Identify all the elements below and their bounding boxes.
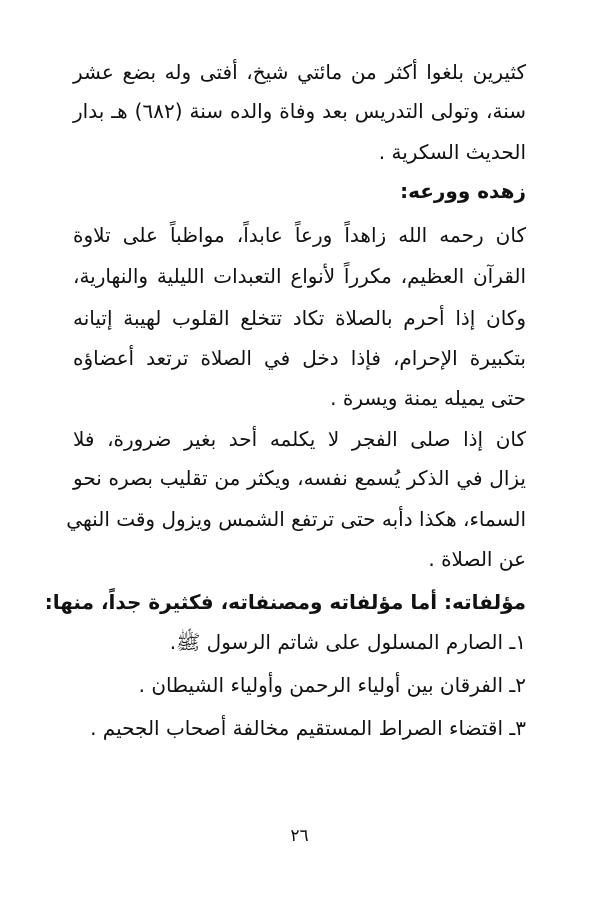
paragraph-1-line-2: سنة، وتولى التدريس بعد وفاة والده سنة (٦٨٢) هـ بدار <box>73 99 526 123</box>
zuhd-paragraph-1-line-1: كان رحمه الله زاهداً ورعاً عابداً، مواظباً على تلاوة <box>73 223 526 247</box>
zuhd-paragraph-2-line-1: كان إذا صلى الفجر لا يكلمه أحد بغير ضرورة، فلا <box>73 427 526 451</box>
works-item-3: ٣ـ اقتضاء الصراط المستقيم مخالفة أصحاب الجحيم . <box>90 716 526 740</box>
zuhd-paragraph-1-line-5: حتى يميله يمنة ويسرة . <box>330 386 526 410</box>
zuhd-paragraph-1-line-2: القرآن العظيم، مكرراً لأنواع التعبدات الليلية والنهارية، <box>73 264 526 288</box>
works-item-2: ٢ـ الفرقان بين أولياء الرحمن وأولياء الشيطان . <box>138 673 526 697</box>
zuhd-paragraph-1-line-3: وكان إذا أحرم بالصلاة تكاد تتخلع القلوب لهيبة إتيانه <box>73 306 526 330</box>
zuhd-paragraph-2-line-2: يزال في الذكر يُسمع نفسه، ويكثر من تقليب بصره نحو <box>73 466 526 490</box>
zuhd-paragraph-2-line-4: عن الصلاة . <box>428 547 526 571</box>
paragraph-1-line-1: كثيرين بلغوا أكثر من مائتي شيخ، أفتى وله بضع عشر <box>73 60 526 84</box>
page-number: ٢٦ <box>290 826 309 846</box>
works-intro: مؤلفاته: أما مؤلفاته ومصنفاته، فكثيرة جداً، منها: <box>44 590 526 614</box>
section-heading-zuhd: زهده وورعه: <box>400 179 526 203</box>
zuhd-paragraph-2-line-3: السماء، هكذا دأبه حتى ترتفع الشمس ويزول وقت النهي <box>66 507 526 531</box>
paragraph-1-line-3: الحديث السكرية . <box>378 140 526 164</box>
works-item-1: ١ـ الصارم المسلول على شاتم الرسول ﷺ. <box>169 630 526 654</box>
zuhd-paragraph-1-line-4: بتكبيرة الإحرام، فإذا دخل في الصلاة ترتعد أعضاؤه <box>73 346 526 370</box>
